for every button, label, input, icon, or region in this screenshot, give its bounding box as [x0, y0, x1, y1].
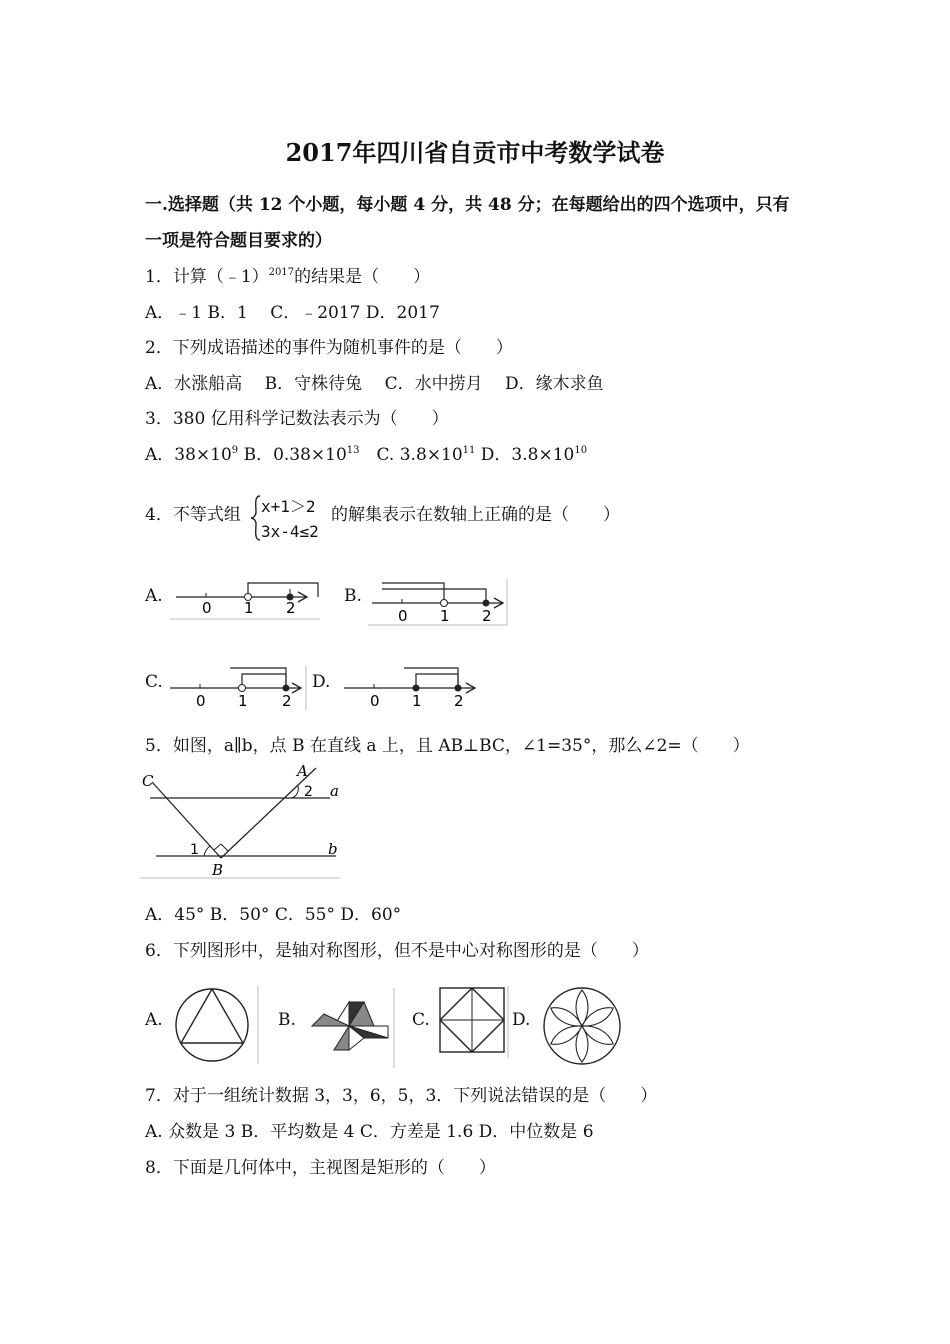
- point-a-label: A: [297, 762, 308, 780]
- q4-stem-pre: 4．不等式组: [145, 505, 241, 525]
- square-diamond-figure: [438, 986, 510, 1058]
- question-6-stem: 6．下列图形中，是轴对称图形，但不是中心对称图形的是（ ）: [145, 941, 649, 961]
- question-5-stem: 5．如图，a∥b，点 B 在直线 a 上，且 AB⊥BC，∠1=35°，那么∠2=（ ）: [145, 736, 750, 756]
- question-2-options: A．水涨船高 B．守株待兔 C．水中捞月 D．缘木求鱼: [145, 374, 604, 394]
- question-7-options: A. 众数是 3 B．平均数是 4 C．方差是 1.6 D．中位数是 6: [145, 1122, 594, 1142]
- parallel-lines-figure: [140, 762, 350, 882]
- inequality-2: 3x-4≤2: [261, 522, 319, 541]
- tick-2: 2: [286, 599, 296, 617]
- q6-label-d: D.: [512, 1010, 531, 1030]
- section-header-line2: 一项是符合题目要求的）: [145, 231, 332, 251]
- q1-stem-pre: 1．计算（﹣1）: [145, 267, 269, 287]
- q3-option-d: D．3.8×10: [475, 445, 575, 465]
- question-1-options: A．﹣1 B．1 C．﹣2017 D．2017: [145, 303, 440, 323]
- number-line-b: [368, 575, 518, 629]
- number-line-a: [170, 575, 330, 623]
- tick-0: 0: [202, 599, 212, 617]
- section-header-line1: 一.选择题（共 12 个小题，每小题 4 分，共 48 分；在每题给出的四个选项中，只有: [145, 195, 790, 215]
- q4-label-c: C.: [145, 672, 163, 692]
- tick-2: 2: [482, 607, 492, 625]
- point-c-label: C: [142, 772, 154, 790]
- tick-2: 2: [282, 692, 292, 710]
- question-3-options: [145, 440, 587, 465]
- q3-exp-b: 13: [346, 445, 360, 456]
- question-3-stem: 3．380 亿用科学记数法表示为（ ）: [145, 409, 449, 429]
- q6-label-a: A.: [145, 1010, 163, 1030]
- q3-exp-d: 10: [574, 445, 588, 456]
- line-a-label: a: [330, 782, 339, 800]
- inequality-1: x+1＞2: [261, 497, 316, 516]
- q3-option-a: A．38×10: [145, 445, 232, 465]
- number-line-c: [170, 660, 310, 712]
- tick-1: 1: [412, 692, 422, 710]
- tick-0: 0: [196, 692, 206, 710]
- q3-option-c: C. 3.8×10: [359, 445, 463, 465]
- tick-2: 2: [454, 692, 464, 710]
- page-title: 2017年四川省自贡市中考数学试卷: [285, 138, 665, 167]
- q6-label-b: B.: [278, 1010, 296, 1030]
- tick-1: 1: [238, 692, 248, 710]
- flower-circle-figure: [542, 984, 626, 1068]
- question-1-stem: [145, 262, 430, 287]
- q1-exponent: 2017: [268, 267, 295, 278]
- point-b-label: B: [212, 861, 224, 879]
- q3-option-b: B．0.38×10: [238, 445, 347, 465]
- question-5-options: A．45° B．50° C．55° D．60°: [145, 905, 402, 925]
- tick-1: 1: [440, 607, 450, 625]
- q4-label-b: B.: [344, 586, 362, 606]
- q4-label-a: A.: [145, 586, 163, 606]
- line-b-label: b: [328, 840, 338, 858]
- q1-stem-post: 的结果是（ ）: [294, 267, 431, 287]
- q3-exp-c: 11: [462, 445, 476, 456]
- tick-1: 1: [244, 599, 254, 617]
- angle-1-label: 1: [190, 842, 199, 858]
- question-7-stem: 7．对于一组统计数据 3，3，6，5，3．下列说法错误的是（ ）: [145, 1086, 658, 1106]
- q6-label-c: C.: [412, 1010, 430, 1030]
- number-line-d: [340, 660, 490, 712]
- circle-triangle-figure: [174, 984, 264, 1068]
- q3-exp-a: 9: [231, 445, 239, 456]
- question-8-stem: 8．下面是几何体中，主视图是矩形的（ ）: [145, 1158, 496, 1178]
- q4-label-d: D.: [312, 672, 331, 692]
- tick-0: 0: [398, 607, 408, 625]
- question-2-stem: 2．下列成语描述的事件为随机事件的是（ ）: [145, 338, 513, 358]
- tick-0: 0: [370, 692, 380, 710]
- angle-2-label: 2: [304, 784, 313, 800]
- q4-stem-post: 的解集表示在数轴上正确的是（ ）: [331, 505, 620, 525]
- pinwheel-figure: [308, 988, 398, 1068]
